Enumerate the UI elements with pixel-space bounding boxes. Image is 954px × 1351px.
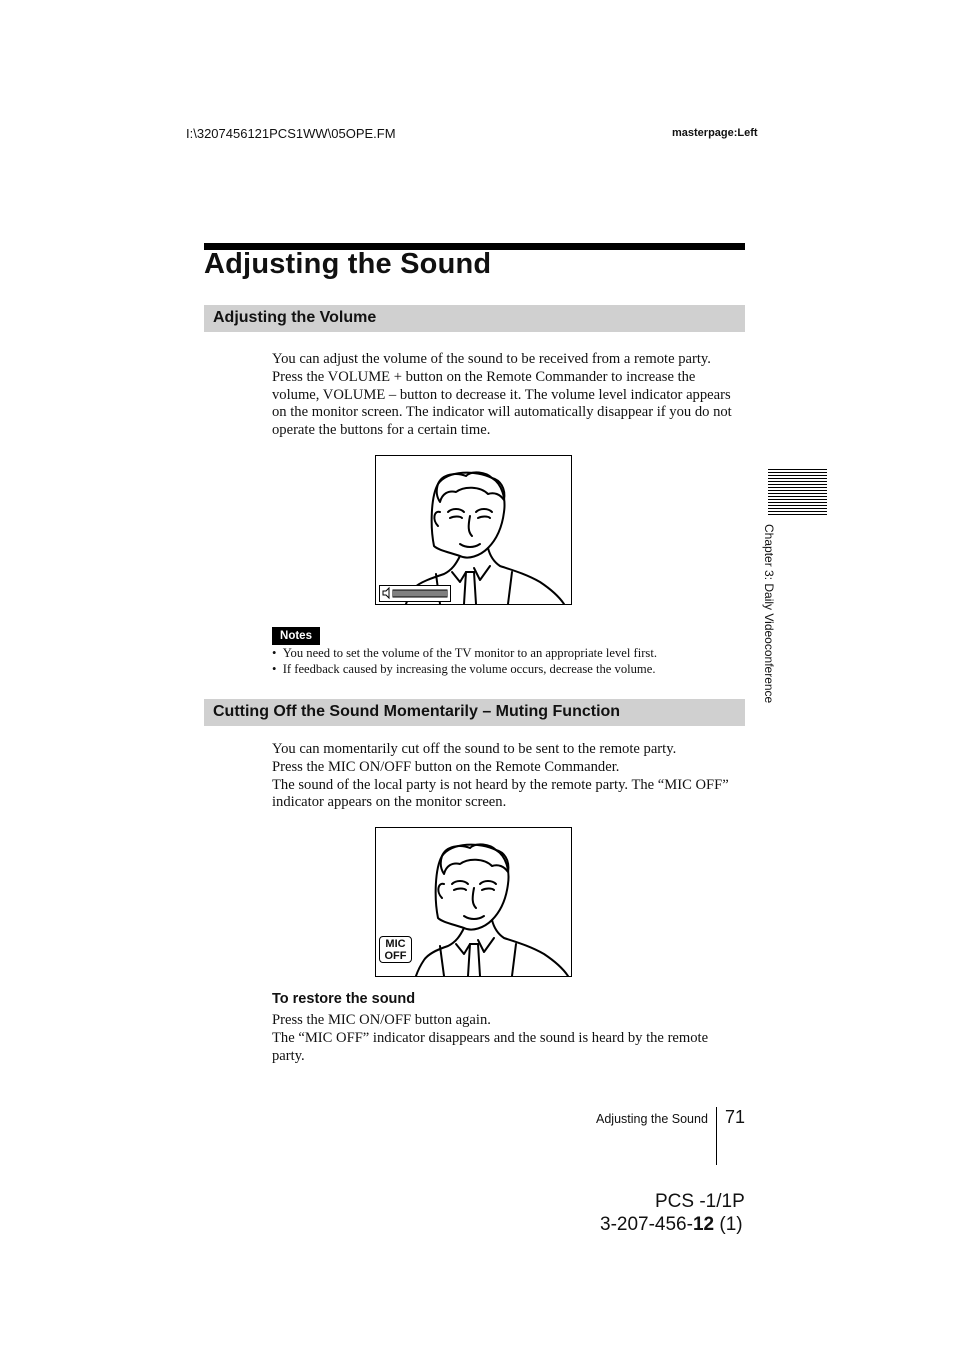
- page-number: 71: [725, 1107, 746, 1127]
- bullet: •: [272, 646, 283, 660]
- note-item: [272, 646, 657, 661]
- restore-paragraph: [272, 1012, 748, 1065]
- volume-paragraph: [272, 351, 748, 440]
- text-line: You can adjust the volume of the sound to be received from a remote party.: [272, 351, 711, 367]
- mic-off-indicator-line: MIC: [385, 938, 406, 950]
- notes-label: Notes: [272, 627, 320, 645]
- text-line: The sound of the local party is not heard by the remote party. The “MIC OFF”: [272, 776, 729, 793]
- part-number-suffix: (1): [714, 1214, 743, 1235]
- chapter-tab: [760, 524, 780, 734]
- monitor-illustration-volume: [375, 455, 572, 605]
- text-line: indicator appears on the monitor screen.: [272, 794, 507, 811]
- text-line: Press the MIC ON/OFF button on the Remote Commander.: [272, 758, 620, 775]
- text-line: operate the buttons for a certain time.: [272, 422, 491, 439]
- text-line: Press the MIC ON/OFF button again.: [272, 1012, 491, 1028]
- part-number-prefix: 3-207-456-: [600, 1214, 693, 1235]
- text-line: party.: [272, 1047, 305, 1064]
- bullet: •: [272, 662, 283, 676]
- chapter-tab-stripes: [768, 469, 827, 517]
- section-heading-volume-text: Adjusting the Volume: [213, 309, 377, 326]
- section-heading-muting-text: Cutting Off the Sound Momentarily – Muting Function: [213, 703, 621, 720]
- note-item: [272, 662, 655, 677]
- note-text: You need to set the volume of the TV monitor to an appropriate level first.: [282, 646, 657, 660]
- text-line: on the monitor screen. The indicator will automatically disappear if you do not: [272, 404, 732, 421]
- model-code: PCS -1/1P: [655, 1191, 745, 1212]
- speaker-icon: [380, 586, 450, 601]
- restore-heading: To restore the sound: [272, 991, 416, 1007]
- header-masterpage: masterpage:Left: [672, 127, 758, 139]
- note-text: If feedback caused by increasing the volume occurs, decrease the volume.: [282, 662, 656, 676]
- header-file-path: I:\3207456121PCS1WW\05OPE.FM: [186, 126, 396, 141]
- mic-off-indicator: [379, 936, 412, 963]
- section-heading-muting: [204, 699, 745, 726]
- text-line: Press the VOLUME + button on the Remote Commander to increase the: [272, 368, 696, 385]
- volume-level-indicator: [379, 585, 451, 602]
- text-line: volume, VOLUME – button to decrease it. The volume level indicator appears: [272, 386, 731, 403]
- muting-paragraph: [272, 741, 748, 812]
- chapter-tab-label: Chapter 3: Daily Videoconference: [762, 524, 776, 704]
- page-title: Adjusting the Sound: [204, 248, 492, 280]
- footer-section-label: Adjusting the Sound: [596, 1112, 708, 1126]
- text-line: You can momentarily cut off the sound to be sent to the remote party.: [272, 741, 677, 757]
- part-number-bold: 12: [692, 1214, 715, 1235]
- monitor-illustration-mic-off: [375, 827, 572, 977]
- text-line: The “MIC OFF” indicator disappears and the sound is heard by the remote: [272, 1029, 709, 1046]
- footer-divider: [716, 1107, 717, 1165]
- person-illustration: [376, 456, 571, 604]
- part-number: [600, 1214, 743, 1236]
- section-heading-volume: [204, 305, 745, 332]
- mic-off-indicator-line: OFF: [384, 950, 407, 962]
